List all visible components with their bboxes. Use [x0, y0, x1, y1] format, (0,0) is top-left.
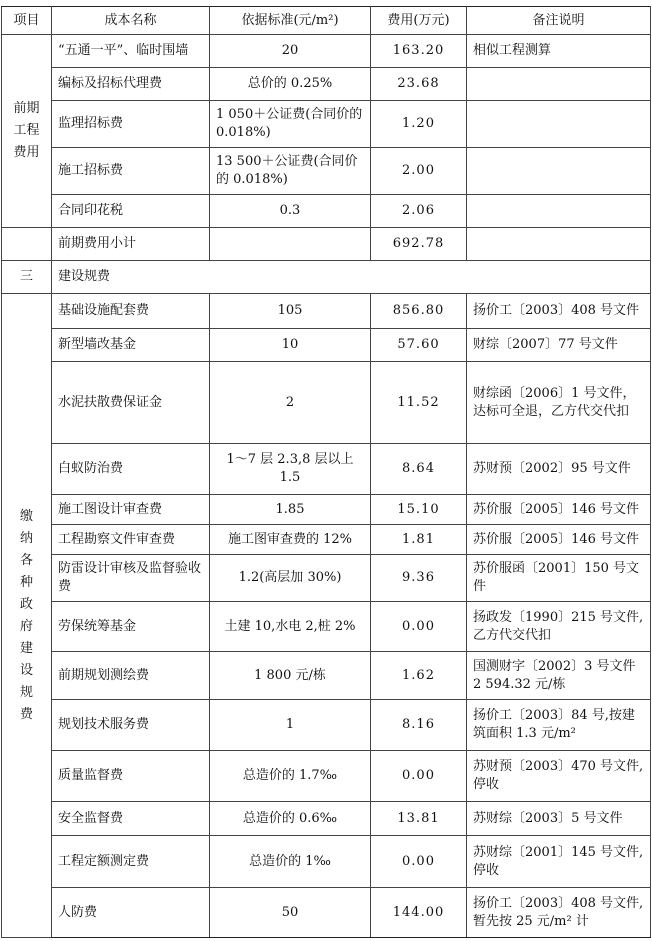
table-row — [2, 362, 651, 444]
cost-name: 施工招标费 — [52, 148, 210, 195]
group-label-government-fees: 缴 纳 各 种 政 府 建 设 规 费 — [2, 294, 52, 938]
cost-standard: 1 800 元/栋 — [210, 652, 371, 700]
cost-amount: 9.36 — [371, 555, 467, 602]
subtotal-empty — [2, 228, 52, 261]
cost-name: 施工图设计审查费 — [52, 495, 210, 525]
cost-standard: 1 050＋公证费(合同价的 0.018%) — [210, 101, 371, 148]
cost-name: 编标及招标代理费 — [52, 68, 210, 101]
cost-remark: 苏价服函〔2001〕150 号文件 — [467, 555, 651, 602]
cost-name: 水泥扶散费保证金 — [52, 362, 210, 444]
cost-remark — [467, 195, 651, 228]
header-standard: 依据标准(元/m²) — [210, 7, 371, 35]
header-row — [2, 7, 651, 35]
cost-remark: 苏价服〔2005〕146 号文件 — [467, 495, 651, 525]
cost-remark: 扬政发〔1990〕215 号文件,乙方代交代扣 — [467, 602, 651, 652]
header-item: 项目 — [2, 7, 52, 35]
cost-remark — [467, 101, 651, 148]
table-row — [2, 195, 651, 228]
cost-standard: 1 — [210, 700, 371, 751]
table-row — [2, 802, 651, 836]
subtotal-label: 前期费用小计 — [52, 228, 210, 261]
cost-name: 规划技术服务费 — [52, 700, 210, 751]
cost-name: 前期规划测绘费 — [52, 652, 210, 700]
cost-amount: 23.68 — [371, 68, 467, 101]
cost-remark: 苏财预〔2002〕95 号文件 — [467, 444, 651, 495]
cost-amount: 0.00 — [371, 836, 467, 888]
cost-amount: 2.06 — [371, 195, 467, 228]
table-row — [2, 525, 651, 555]
cost-table — [1, 6, 651, 938]
table-row — [2, 495, 651, 525]
cost-remark: 扬价工〔2003〕408 号文件 — [467, 294, 651, 329]
cost-standard: 施工图审查费的 12% — [210, 525, 371, 555]
cost-amount: 0.00 — [371, 602, 467, 652]
table-row — [2, 836, 651, 888]
cost-standard: 1.2(高层加 30%) — [210, 555, 371, 602]
table-row — [2, 444, 651, 495]
cost-standard: 总造价的 1.7‰ — [210, 751, 371, 802]
cost-name: “五通一平”、临时围墙 — [52, 35, 210, 68]
table-row — [2, 35, 651, 68]
cost-amount: 57.60 — [371, 329, 467, 362]
cost-standard: 2 — [210, 362, 371, 444]
cost-name: 工程定额测定费 — [52, 836, 210, 888]
cost-amount: 11.52 — [371, 362, 467, 444]
section-title: 建设规费 — [52, 261, 651, 294]
subtotal-standard-empty — [210, 228, 371, 261]
group-label-pre-construction: 前期 工程 费用 — [2, 35, 52, 228]
cost-remark: 苏财综〔2001〕145 号文件,停收 — [467, 836, 651, 888]
cost-amount: 856.80 — [371, 294, 467, 329]
table-row — [2, 148, 651, 195]
cost-name: 白蚁防治费 — [52, 444, 210, 495]
section-number: 三 — [2, 261, 52, 294]
subtotal-cost: 692.78 — [371, 228, 467, 261]
cost-name: 监理招标费 — [52, 101, 210, 148]
cost-standard: 总价的 0.25% — [210, 68, 371, 101]
cost-amount: 8.64 — [371, 444, 467, 495]
cost-name: 质量监督费 — [52, 751, 210, 802]
header-name: 成本名称 — [52, 7, 210, 35]
cost-remark: 相似工程测算 — [467, 35, 651, 68]
cost-remark: 苏价服〔2005〕146 号文件 — [467, 525, 651, 555]
cost-amount: 2.00 — [371, 148, 467, 195]
table-row — [2, 751, 651, 802]
cost-standard: 20 — [210, 35, 371, 68]
cost-standard: 10 — [210, 329, 371, 362]
table-row — [2, 101, 651, 148]
cost-remark: 苏财综〔2003〕5 号文件 — [467, 802, 651, 836]
table-row — [2, 329, 651, 362]
subtotal-remark-empty — [467, 228, 651, 261]
cost-amount: 144.00 — [371, 888, 467, 938]
cost-name: 基础设施配套费 — [52, 294, 210, 329]
cost-amount: 8.16 — [371, 700, 467, 751]
cost-remark — [467, 68, 651, 101]
cost-name: 人防费 — [52, 888, 210, 938]
cost-standard: 总造价的 0.6‰ — [210, 802, 371, 836]
cost-amount: 1.81 — [371, 525, 467, 555]
cost-standard: 1～7 层 2.3,8 层以上 1.5 — [210, 444, 371, 495]
cost-standard: 1.85 — [210, 495, 371, 525]
header-cost: 费用(万元) — [371, 7, 467, 35]
cost-standard: 土建 10,水电 2,桩 2% — [210, 602, 371, 652]
cost-remark — [467, 148, 651, 195]
table-row — [2, 602, 651, 652]
table-row — [2, 888, 651, 938]
cost-remark: 财综函〔2006〕1 号文件，达标可全退，乙方代交代扣 — [467, 362, 651, 444]
cost-amount: 1.20 — [371, 101, 467, 148]
cost-standard: 13 500＋公证费(合同价的 0.018%) — [210, 148, 371, 195]
table-row — [2, 652, 651, 700]
subtotal-row — [2, 228, 651, 261]
cost-remark: 扬价工〔2003〕408 号文件,暂先按 25 元/m² 计 — [467, 888, 651, 938]
cost-remark: 扬价工〔2003〕84 号,按建筑面积 1.3 元/m² — [467, 700, 651, 751]
table-row — [2, 555, 651, 602]
table-row — [2, 68, 651, 101]
cost-amount: 15.10 — [371, 495, 467, 525]
cost-standard: 总造价的 1‰ — [210, 836, 371, 888]
cost-name: 防雷设计审核及监督验收费 — [52, 555, 210, 602]
cost-name: 工程勘察文件审查费 — [52, 525, 210, 555]
cost-name: 新型墙改基金 — [52, 329, 210, 362]
cost-standard: 0.3 — [210, 195, 371, 228]
cost-standard: 105 — [210, 294, 371, 329]
cost-name: 劳保统筹基金 — [52, 602, 210, 652]
cost-amount: 13.81 — [371, 802, 467, 836]
cost-remark: 苏财预〔2003〕470 号文件,停收 — [467, 751, 651, 802]
cost-remark: 国测财字〔2002〕3 号文件 2 594.32 元/栋 — [467, 652, 651, 700]
header-remark: 备注说明 — [467, 7, 651, 35]
table-row — [2, 700, 651, 751]
table-row — [2, 294, 651, 329]
cost-name: 合同印花税 — [52, 195, 210, 228]
section-row — [2, 261, 651, 294]
cost-standard: 50 — [210, 888, 371, 938]
cost-name: 安全监督费 — [52, 802, 210, 836]
cost-amount: 1.62 — [371, 652, 467, 700]
cost-remark: 财综〔2007〕77 号文件 — [467, 329, 651, 362]
cost-amount: 163.20 — [371, 35, 467, 68]
cost-amount: 0.00 — [371, 751, 467, 802]
